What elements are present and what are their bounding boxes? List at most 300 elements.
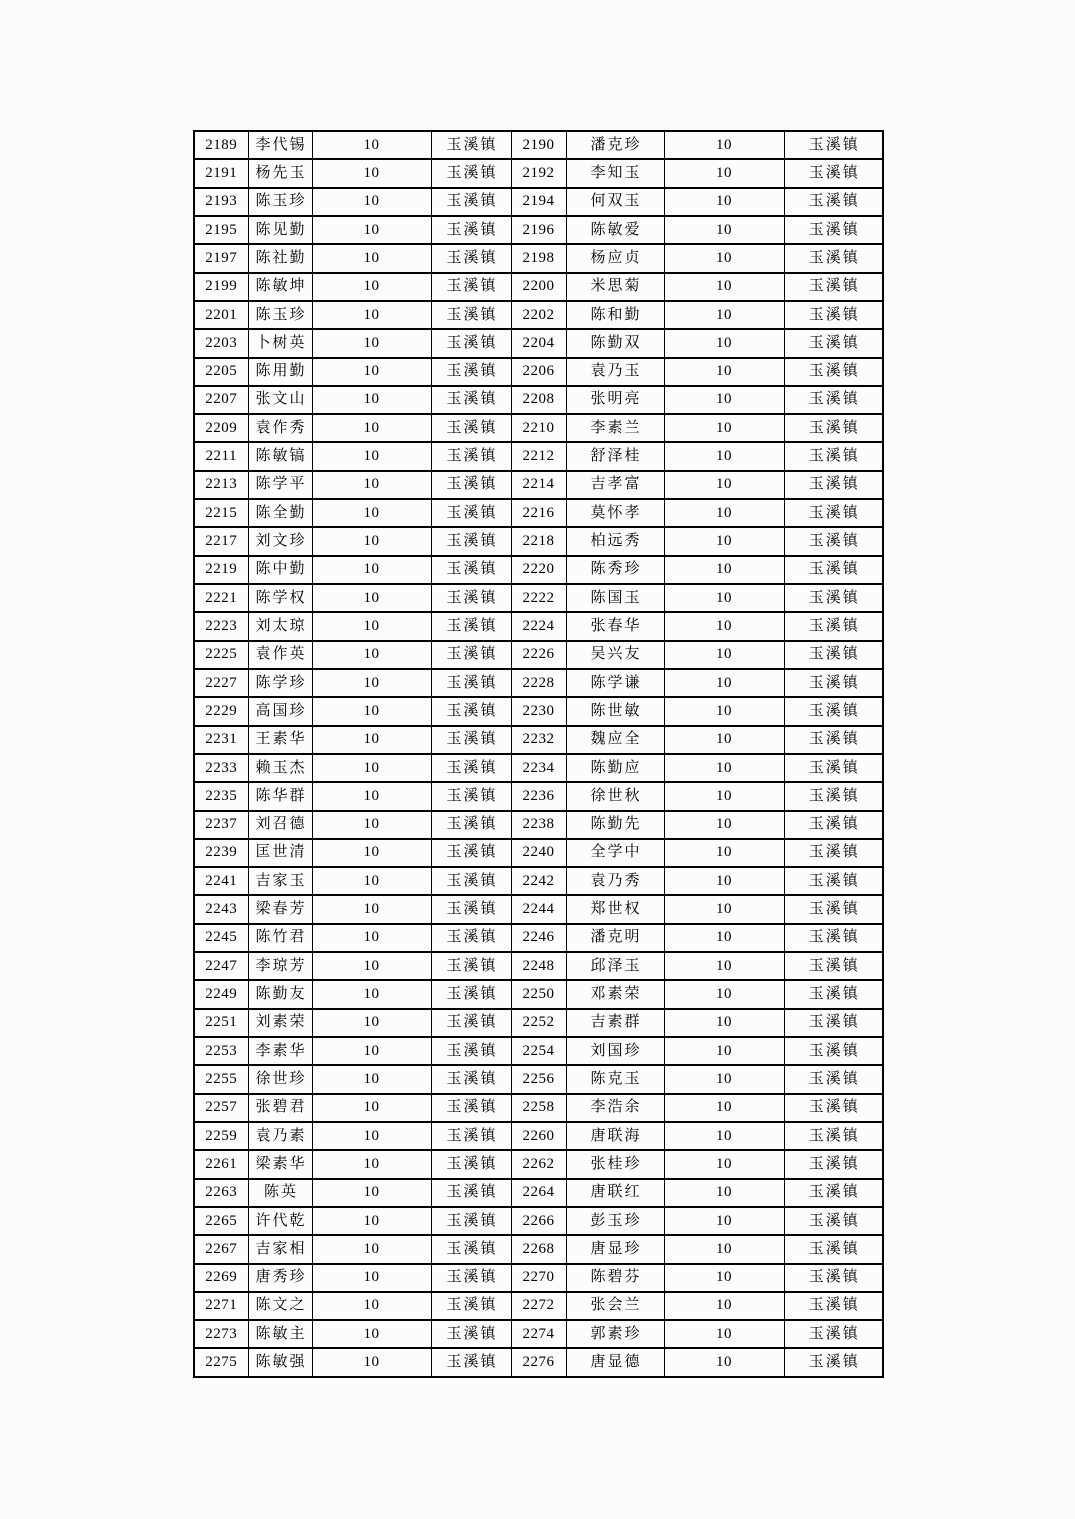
table-row (194, 1348, 883, 1377)
serial-cell: 2208 (511, 386, 566, 414)
name-cell: 彭玉珍 (566, 1207, 664, 1235)
amount-cell: 10 (664, 301, 784, 329)
town-cell: 玉溪镇 (431, 414, 511, 442)
name-cell: 梁素华 (248, 1150, 312, 1178)
amount-cell: 10 (312, 1264, 431, 1292)
amount-cell: 10 (312, 1009, 431, 1037)
amount-cell: 10 (664, 612, 784, 640)
serial-cell: 2232 (511, 726, 566, 754)
name-cell: 杨应贞 (566, 244, 664, 272)
name-cell: 魏应全 (566, 726, 664, 754)
table-row (194, 442, 883, 470)
name-cell: 陈学谦 (566, 669, 664, 697)
serial-cell: 2200 (511, 273, 566, 301)
serial-cell: 2258 (511, 1094, 566, 1122)
amount-cell: 10 (312, 1292, 431, 1320)
amount-cell: 10 (664, 952, 784, 980)
amount-cell: 10 (312, 499, 431, 527)
serial-cell: 2229 (194, 697, 248, 725)
name-cell: 张桂珍 (566, 1150, 664, 1178)
serial-cell: 2227 (194, 669, 248, 697)
serial-cell: 2243 (194, 895, 248, 923)
name-cell: 陈秀珍 (566, 556, 664, 584)
serial-cell: 2233 (194, 754, 248, 782)
town-cell: 玉溪镇 (784, 131, 883, 159)
amount-cell: 10 (312, 1207, 431, 1235)
amount-cell: 10 (664, 414, 784, 442)
amount-cell: 10 (312, 895, 431, 923)
amount-cell: 10 (664, 471, 784, 499)
amount-cell: 10 (312, 726, 431, 754)
name-cell: 王素华 (248, 726, 312, 754)
amount-cell: 10 (664, 1122, 784, 1150)
roster-table (193, 130, 884, 1378)
serial-cell: 2241 (194, 867, 248, 895)
serial-cell: 2218 (511, 527, 566, 555)
amount-cell: 10 (664, 159, 784, 187)
town-cell: 玉溪镇 (784, 301, 883, 329)
name-cell: 袁乃玉 (566, 358, 664, 386)
name-cell: 张文山 (248, 386, 312, 414)
table-row (194, 980, 883, 1008)
town-cell: 玉溪镇 (431, 442, 511, 470)
amount-cell: 10 (312, 980, 431, 1008)
serial-cell: 2202 (511, 301, 566, 329)
town-cell: 玉溪镇 (784, 329, 883, 357)
serial-cell: 2261 (194, 1150, 248, 1178)
serial-cell: 2206 (511, 358, 566, 386)
table-row (194, 1207, 883, 1235)
amount-cell: 10 (664, 1235, 784, 1263)
name-cell: 李素华 (248, 1037, 312, 1065)
serial-cell: 2221 (194, 584, 248, 612)
town-cell: 玉溪镇 (431, 867, 511, 895)
town-cell: 玉溪镇 (784, 414, 883, 442)
serial-cell: 2271 (194, 1292, 248, 1320)
amount-cell: 10 (664, 1150, 784, 1178)
serial-cell: 2255 (194, 1065, 248, 1093)
serial-cell: 2270 (511, 1264, 566, 1292)
name-cell: 袁作秀 (248, 414, 312, 442)
serial-cell: 2272 (511, 1292, 566, 1320)
amount-cell: 10 (664, 1292, 784, 1320)
name-cell: 陈玉珍 (248, 188, 312, 216)
town-cell: 玉溪镇 (784, 442, 883, 470)
amount-cell: 10 (312, 358, 431, 386)
serial-cell: 2191 (194, 159, 248, 187)
name-cell: 刘召德 (248, 811, 312, 839)
table-row (194, 273, 883, 301)
town-cell: 玉溪镇 (431, 499, 511, 527)
name-cell: 陈敏主 (248, 1320, 312, 1348)
town-cell: 玉溪镇 (431, 726, 511, 754)
name-cell: 陈竹君 (248, 924, 312, 952)
serial-cell: 2190 (511, 131, 566, 159)
serial-cell: 2203 (194, 329, 248, 357)
serial-cell: 2252 (511, 1009, 566, 1037)
serial-cell: 2193 (194, 188, 248, 216)
serial-cell: 2251 (194, 1009, 248, 1037)
name-cell: 吉家相 (248, 1235, 312, 1263)
name-cell: 许代乾 (248, 1207, 312, 1235)
name-cell: 陈玉珍 (248, 301, 312, 329)
name-cell: 全学中 (566, 839, 664, 867)
amount-cell: 10 (312, 131, 431, 159)
town-cell: 玉溪镇 (431, 358, 511, 386)
amount-cell: 10 (664, 839, 784, 867)
serial-cell: 2217 (194, 527, 248, 555)
serial-cell: 2192 (511, 159, 566, 187)
serial-cell: 2268 (511, 1235, 566, 1263)
name-cell: 舒泽桂 (566, 442, 664, 470)
serial-cell: 2194 (511, 188, 566, 216)
serial-cell: 2213 (194, 471, 248, 499)
serial-cell: 2273 (194, 1320, 248, 1348)
amount-cell: 10 (664, 1065, 784, 1093)
table-row (194, 386, 883, 414)
town-cell: 玉溪镇 (784, 867, 883, 895)
amount-cell: 10 (312, 1122, 431, 1150)
table-row (194, 244, 883, 272)
town-cell: 玉溪镇 (784, 1094, 883, 1122)
town-cell: 玉溪镇 (784, 924, 883, 952)
town-cell: 玉溪镇 (431, 980, 511, 1008)
table-row (194, 839, 883, 867)
town-cell: 玉溪镇 (431, 1094, 511, 1122)
name-cell: 刘国珍 (566, 1037, 664, 1065)
town-cell: 玉溪镇 (784, 754, 883, 782)
serial-cell: 2210 (511, 414, 566, 442)
name-cell: 陈敏坤 (248, 273, 312, 301)
serial-cell: 2250 (511, 980, 566, 1008)
table-row (194, 952, 883, 980)
town-cell: 玉溪镇 (431, 1292, 511, 1320)
serial-cell: 2240 (511, 839, 566, 867)
serial-cell: 2219 (194, 556, 248, 584)
town-cell: 玉溪镇 (784, 1264, 883, 1292)
name-cell: 邓素荣 (566, 980, 664, 1008)
name-cell: 陈中勤 (248, 556, 312, 584)
amount-cell: 10 (312, 1179, 431, 1207)
amount-cell: 10 (312, 244, 431, 272)
amount-cell: 10 (312, 669, 431, 697)
amount-cell: 10 (312, 159, 431, 187)
amount-cell: 10 (664, 1348, 784, 1377)
amount-cell: 10 (312, 839, 431, 867)
table-row (194, 131, 883, 159)
amount-cell: 10 (312, 386, 431, 414)
town-cell: 玉溪镇 (431, 1235, 511, 1263)
table-row (194, 867, 883, 895)
serial-cell: 2212 (511, 442, 566, 470)
table-row (194, 1179, 883, 1207)
town-cell: 玉溪镇 (784, 1179, 883, 1207)
name-cell: 陈勤应 (566, 754, 664, 782)
amount-cell: 10 (312, 1037, 431, 1065)
name-cell: 柏远秀 (566, 527, 664, 555)
serial-cell: 2256 (511, 1065, 566, 1093)
town-cell: 玉溪镇 (431, 1207, 511, 1235)
amount-cell: 10 (312, 188, 431, 216)
serial-cell: 2209 (194, 414, 248, 442)
town-cell: 玉溪镇 (431, 754, 511, 782)
serial-cell: 2269 (194, 1264, 248, 1292)
town-cell: 玉溪镇 (431, 301, 511, 329)
name-cell: 陈敏强 (248, 1348, 312, 1377)
amount-cell: 10 (664, 1320, 784, 1348)
town-cell: 玉溪镇 (784, 1235, 883, 1263)
town-cell: 玉溪镇 (784, 1320, 883, 1348)
name-cell: 吉家玉 (248, 867, 312, 895)
town-cell: 玉溪镇 (431, 527, 511, 555)
name-cell: 陈勤友 (248, 980, 312, 1008)
amount-cell: 10 (312, 556, 431, 584)
amount-cell: 10 (312, 471, 431, 499)
serial-cell: 2244 (511, 895, 566, 923)
table-row (194, 641, 883, 669)
name-cell: 张明亮 (566, 386, 664, 414)
serial-cell: 2234 (511, 754, 566, 782)
town-cell: 玉溪镇 (431, 1122, 511, 1150)
town-cell: 玉溪镇 (431, 697, 511, 725)
amount-cell: 10 (664, 924, 784, 952)
town-cell: 玉溪镇 (431, 782, 511, 810)
name-cell: 邱泽玉 (566, 952, 664, 980)
serial-cell: 2215 (194, 499, 248, 527)
town-cell: 玉溪镇 (431, 471, 511, 499)
amount-cell: 10 (312, 527, 431, 555)
serial-cell: 2266 (511, 1207, 566, 1235)
town-cell: 玉溪镇 (431, 159, 511, 187)
name-cell: 陈敏爱 (566, 216, 664, 244)
name-cell: 陈学权 (248, 584, 312, 612)
amount-cell: 10 (312, 1235, 431, 1263)
serial-cell: 2224 (511, 612, 566, 640)
roster-body (194, 131, 883, 1377)
name-cell: 陈敏镐 (248, 442, 312, 470)
name-cell: 袁乃素 (248, 1122, 312, 1150)
serial-cell: 2275 (194, 1348, 248, 1377)
amount-cell: 10 (664, 1009, 784, 1037)
town-cell: 玉溪镇 (431, 1179, 511, 1207)
table-row (194, 612, 883, 640)
town-cell: 玉溪镇 (431, 1065, 511, 1093)
name-cell: 陈学平 (248, 471, 312, 499)
amount-cell: 10 (664, 1094, 784, 1122)
name-cell: 张碧君 (248, 1094, 312, 1122)
name-cell: 唐联红 (566, 1179, 664, 1207)
table-row (194, 1065, 883, 1093)
amount-cell: 10 (312, 754, 431, 782)
amount-cell: 10 (664, 216, 784, 244)
name-cell: 陈克玉 (566, 1065, 664, 1093)
amount-cell: 10 (664, 895, 784, 923)
name-cell: 莫怀孝 (566, 499, 664, 527)
amount-cell: 10 (664, 867, 784, 895)
name-cell: 唐显珍 (566, 1235, 664, 1263)
town-cell: 玉溪镇 (431, 811, 511, 839)
serial-cell: 2231 (194, 726, 248, 754)
serial-cell: 2220 (511, 556, 566, 584)
town-cell: 玉溪镇 (784, 1122, 883, 1150)
town-cell: 玉溪镇 (431, 386, 511, 414)
town-cell: 玉溪镇 (784, 980, 883, 1008)
amount-cell: 10 (664, 669, 784, 697)
serial-cell: 2197 (194, 244, 248, 272)
table-row (194, 1094, 883, 1122)
serial-cell: 2230 (511, 697, 566, 725)
name-cell: 唐显德 (566, 1348, 664, 1377)
name-cell: 陈社勤 (248, 244, 312, 272)
amount-cell: 10 (312, 442, 431, 470)
town-cell: 玉溪镇 (431, 1009, 511, 1037)
name-cell: 高国珍 (248, 697, 312, 725)
town-cell: 玉溪镇 (431, 1264, 511, 1292)
name-cell: 赖玉杰 (248, 754, 312, 782)
town-cell: 玉溪镇 (431, 216, 511, 244)
serial-cell: 2237 (194, 811, 248, 839)
name-cell: 李代锡 (248, 131, 312, 159)
town-cell: 玉溪镇 (431, 1037, 511, 1065)
serial-cell: 2249 (194, 980, 248, 1008)
town-cell: 玉溪镇 (431, 131, 511, 159)
town-cell: 玉溪镇 (431, 329, 511, 357)
table-row (194, 471, 883, 499)
town-cell: 玉溪镇 (784, 669, 883, 697)
serial-cell: 2211 (194, 442, 248, 470)
town-cell: 玉溪镇 (431, 1348, 511, 1377)
town-cell: 玉溪镇 (431, 839, 511, 867)
amount-cell: 10 (664, 273, 784, 301)
town-cell: 玉溪镇 (784, 386, 883, 414)
serial-cell: 2257 (194, 1094, 248, 1122)
amount-cell: 10 (664, 244, 784, 272)
amount-cell: 10 (664, 1264, 784, 1292)
table-row (194, 1122, 883, 1150)
name-cell: 匡世清 (248, 839, 312, 867)
town-cell: 玉溪镇 (784, 1207, 883, 1235)
name-cell: 陈文之 (248, 1292, 312, 1320)
name-cell: 陈英 (248, 1179, 312, 1207)
amount-cell: 10 (312, 1150, 431, 1178)
serial-cell: 2189 (194, 131, 248, 159)
name-cell: 唐联海 (566, 1122, 664, 1150)
serial-cell: 2265 (194, 1207, 248, 1235)
serial-cell: 2276 (511, 1348, 566, 1377)
name-cell: 李素兰 (566, 414, 664, 442)
table-row (194, 697, 883, 725)
table-row (194, 499, 883, 527)
name-cell: 陈国玉 (566, 584, 664, 612)
town-cell: 玉溪镇 (784, 216, 883, 244)
table-row (194, 811, 883, 839)
serial-cell: 2248 (511, 952, 566, 980)
amount-cell: 10 (664, 556, 784, 584)
serial-cell: 2260 (511, 1122, 566, 1150)
table-row (194, 1235, 883, 1263)
town-cell: 玉溪镇 (431, 1320, 511, 1348)
name-cell: 张会兰 (566, 1292, 664, 1320)
town-cell: 玉溪镇 (784, 1292, 883, 1320)
name-cell: 梁春芳 (248, 895, 312, 923)
name-cell: 袁作英 (248, 641, 312, 669)
name-cell: 陈碧芬 (566, 1264, 664, 1292)
serial-cell: 2199 (194, 273, 248, 301)
amount-cell: 10 (664, 188, 784, 216)
serial-cell: 2259 (194, 1122, 248, 1150)
amount-cell: 10 (312, 641, 431, 669)
town-cell: 玉溪镇 (431, 952, 511, 980)
amount-cell: 10 (312, 1320, 431, 1348)
name-cell: 徐世珍 (248, 1065, 312, 1093)
town-cell: 玉溪镇 (431, 273, 511, 301)
amount-cell: 10 (664, 499, 784, 527)
table-row (194, 782, 883, 810)
town-cell: 玉溪镇 (784, 612, 883, 640)
name-cell: 陈华群 (248, 782, 312, 810)
amount-cell: 10 (664, 980, 784, 1008)
serial-cell: 2262 (511, 1150, 566, 1178)
table-row (194, 414, 883, 442)
table-row (194, 556, 883, 584)
serial-cell: 2226 (511, 641, 566, 669)
amount-cell: 10 (664, 754, 784, 782)
serial-cell: 2235 (194, 782, 248, 810)
town-cell: 玉溪镇 (784, 811, 883, 839)
name-cell: 郭素珍 (566, 1320, 664, 1348)
serial-cell: 2245 (194, 924, 248, 952)
amount-cell: 10 (312, 867, 431, 895)
serial-cell: 2246 (511, 924, 566, 952)
amount-cell: 10 (664, 1207, 784, 1235)
table-row (194, 669, 883, 697)
amount-cell: 10 (664, 697, 784, 725)
amount-cell: 10 (312, 924, 431, 952)
town-cell: 玉溪镇 (784, 188, 883, 216)
town-cell: 玉溪镇 (431, 669, 511, 697)
serial-cell: 2222 (511, 584, 566, 612)
name-cell: 李琼芳 (248, 952, 312, 980)
town-cell: 玉溪镇 (784, 726, 883, 754)
name-cell: 何双玉 (566, 188, 664, 216)
table-row (194, 527, 883, 555)
serial-cell: 2207 (194, 386, 248, 414)
amount-cell: 10 (312, 952, 431, 980)
table-row (194, 188, 883, 216)
name-cell: 卜树英 (248, 329, 312, 357)
table-row (194, 1009, 883, 1037)
amount-cell: 10 (312, 612, 431, 640)
name-cell: 杨先玉 (248, 159, 312, 187)
town-cell: 玉溪镇 (784, 895, 883, 923)
name-cell: 陈学珍 (248, 669, 312, 697)
amount-cell: 10 (312, 811, 431, 839)
town-cell: 玉溪镇 (784, 839, 883, 867)
name-cell: 陈全勤 (248, 499, 312, 527)
table-row (194, 1037, 883, 1065)
town-cell: 玉溪镇 (431, 584, 511, 612)
amount-cell: 10 (312, 584, 431, 612)
town-cell: 玉溪镇 (784, 556, 883, 584)
table-row (194, 754, 883, 782)
amount-cell: 10 (312, 301, 431, 329)
name-cell: 潘克珍 (566, 131, 664, 159)
table-row (194, 895, 883, 923)
table-row (194, 1292, 883, 1320)
amount-cell: 10 (664, 811, 784, 839)
serial-cell: 2236 (511, 782, 566, 810)
amount-cell: 10 (664, 1037, 784, 1065)
